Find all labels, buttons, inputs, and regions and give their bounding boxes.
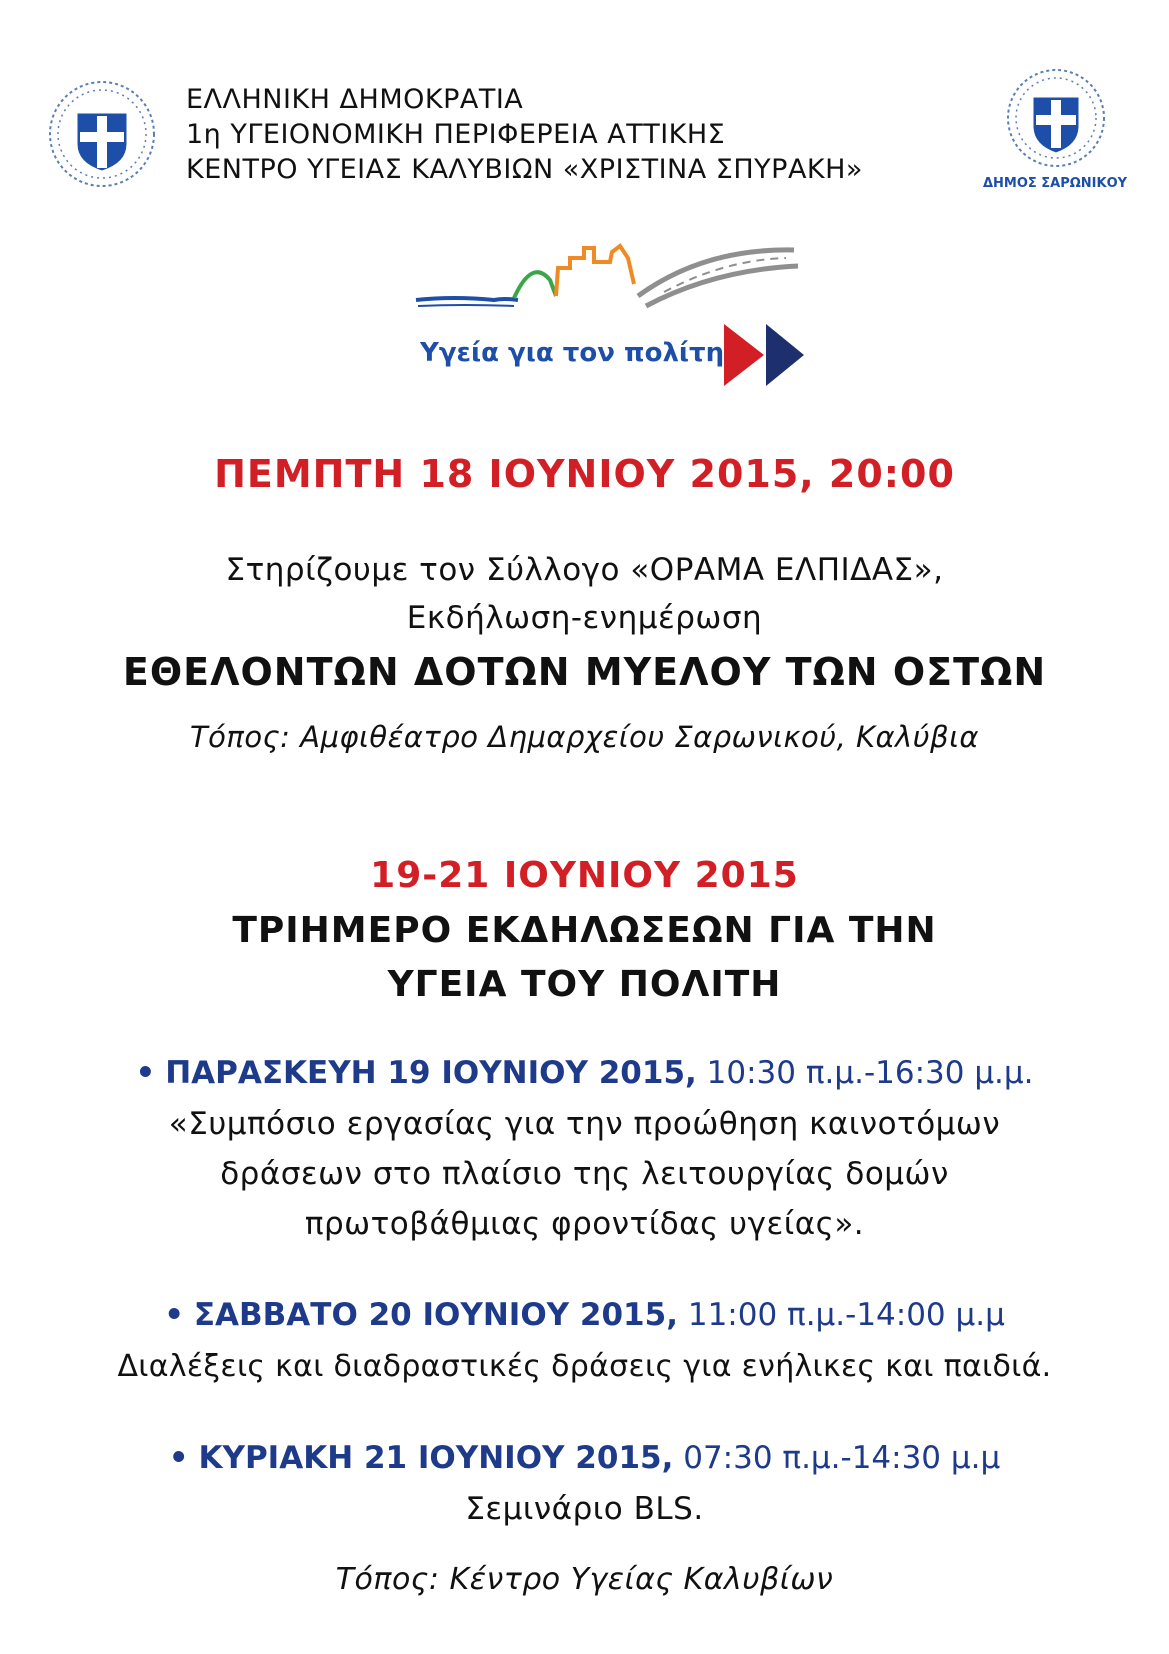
logo-tagline: Υγεία για τον πολίτη — [420, 338, 725, 368]
day2-date: ΣΑΒΒΑΤΟ 20 ΙΟΥΝΙΟΥ 2015, — [193, 1297, 678, 1333]
day1-time: 10:30 π.μ.-16:30 μ.μ. — [706, 1055, 1034, 1091]
day2-bullet: • — [164, 1297, 185, 1333]
day2-desc-line-1: Διαλέξεις και διαδραστικές δράσεις για ενήλικες και παιδιά. — [117, 1349, 1052, 1384]
event2-title-line-1: ΤΡΙΗΜΕΡΟ ΕΚΔΗΛΩΣΕΩΝ ΓΙΑ ΤΗΝ — [232, 910, 937, 951]
play-arrows-icon — [718, 318, 808, 392]
header-line-3: ΚΕΝΤΡΟ ΥΓΕΙΑΣ ΚΑΛΥΒΙΩΝ «ΧΡΙΣΤΙΝΑ ΣΠΥΡΑΚΗ» — [186, 154, 863, 185]
greek-republic-seal-icon — [46, 78, 158, 190]
event1-line-1: Στηρίζουμε τον Σύλλογο «ΟΡΑΜΑ ΕΛΠΙΔΑΣ», — [225, 552, 944, 588]
event1-date: ΠΕΜΠΤΗ 18 ΙΟΥΝΙΟΥ 2015, 20:00 — [214, 452, 955, 496]
city-skyline-logo-icon — [414, 240, 804, 320]
event1-title: ΕΘΕΛΟΝΤΩΝ ΔΟΤΩΝ ΜΥΕΛΟΥ ΤΩΝ ΟΣΤΩΝ — [122, 650, 1047, 694]
day1-heading — [0, 1055, 1169, 1091]
event2-title-line-2: ΥΓΕΙΑ ΤΟΥ ΠΟΛΙΤΗ — [387, 964, 782, 1005]
municipality-label: ΔΗΜΟΣ ΣΑΡΩΝΙΚΟΥ — [982, 176, 1128, 191]
event1-line-2: Εκδήλωση-ενημέρωση — [406, 600, 763, 636]
header-line-1: ΕΛΛΗΝΙΚΗ ΔΗΜΟΚΡΑΤΙΑ — [186, 84, 524, 115]
day2-heading — [0, 1297, 1169, 1333]
day3-time: 07:30 π.μ.-14:30 μ.μ — [683, 1440, 1001, 1476]
day1-date: ΠΑΡΑΣΚΕΥΗ 19 ΙΟΥΝΙΟΥ 2015, — [165, 1055, 697, 1091]
day3-bullet: • — [168, 1440, 189, 1476]
event1-place: Τόπος: Αμφιθέατρο Δημαρχείου Σαρωνικού, Καλύβια — [189, 720, 980, 754]
event2-dates: 19-21 ΙΟΥΝΙΟΥ 2015 — [370, 855, 799, 896]
municipality-seal-icon — [1004, 66, 1108, 170]
day3-heading — [0, 1440, 1169, 1476]
header-line-2: 1η ΥΓΕΙΟΝΟΜΙΚΗ ΠΕΡΙΦΕΡΕΙΑ ΑΤΤΙΚΗΣ — [186, 119, 726, 150]
event2-place: Τόπος: Κέντρο Υγείας Καλυβίων — [335, 1562, 834, 1597]
day1-bullet: • — [135, 1055, 156, 1091]
day3-date: ΚΥΡΙΑΚΗ 21 ΙΟΥΝΙΟΥ 2015, — [198, 1440, 674, 1476]
day1-desc-line-1: «Συμπόσιο εργασίας για την προώθηση καινοτόμων — [168, 1106, 1001, 1142]
day1-desc-line-3: πρωτοβάθμιας φροντίδας υγείας». — [304, 1206, 865, 1242]
day2-time: 11:00 π.μ.-14:00 μ.μ — [687, 1297, 1005, 1333]
day3-desc-line-1: Σεμινάριο BLS. — [465, 1491, 704, 1527]
header-block — [186, 82, 863, 187]
day1-desc-line-2: δράσεων στο πλαίσιο της λειτουργίας δομών — [220, 1156, 949, 1192]
